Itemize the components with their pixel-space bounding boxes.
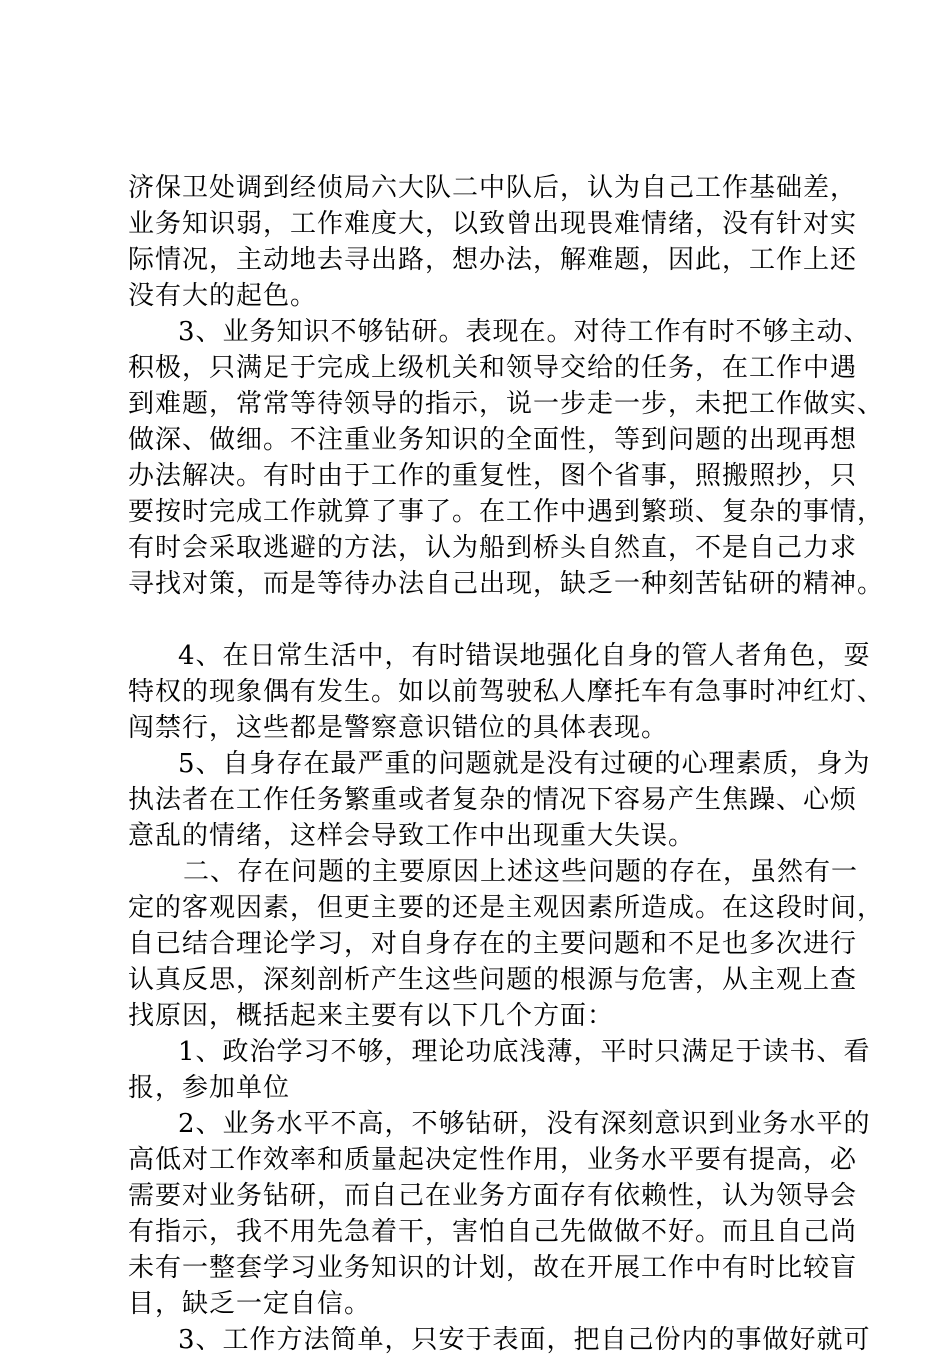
text-line: 找原因，概括起来主要有以下几个方面： — [128, 1001, 615, 1031]
text-line: 认真反思，深刻剖析产生这些问题的根源与危害，从主观上查 — [128, 965, 858, 995]
text-line: 有指示，我不用先急着干，害怕自己先做做不好。而且自己尚 — [128, 1217, 858, 1247]
text-line: 3、业务知识不够钻研。表现在。对待工作有时不够主动、 — [178, 317, 871, 347]
text-line: 意乱的情绪，这样会导致工作中出现重大失误。 — [128, 821, 696, 851]
text-line: 做深、做细。不注重业务知识的全面性，等到问题的出现再想 — [128, 425, 858, 455]
text-line: 济保卫处调到经侦局六大队二中队后，认为自己工作基础差， — [128, 173, 858, 203]
text-line: 5、自身存在最严重的问题就是没有过硬的心理素质，身为 — [178, 749, 871, 779]
text-line: 报，参加单位 — [128, 1073, 291, 1103]
text-line: 执法者在工作任务繁重或者复杂的情况下容易产生焦躁、心烦 — [128, 785, 858, 815]
text-line: 有时会采取逃避的方法，认为船到桥头自然直，不是自己力求 — [128, 533, 858, 563]
text-line: 未有一整套学习业务知识的计划，故在开展工作中有时比较盲 — [128, 1253, 858, 1283]
text-line: 特权的现象偶有发生。如以前驾驶私人摩托车有急事时冲红灯、 — [128, 677, 885, 707]
text-line: 积极，只满足于完成上级机关和领导交给的任务，在工作中遇 — [128, 353, 858, 383]
text-line: 际情况，主动地去寻出路，想办法，解难题，因此，工作上还 — [128, 245, 858, 275]
text-line: 没有大的起色。 — [128, 281, 318, 311]
text-line: 二、存在问题的主要原因上述这些问题的存在，虽然有一 — [183, 857, 859, 887]
text-line: 需要对业务钻研，而自己在业务方面存有依赖性，认为领导会 — [128, 1181, 858, 1211]
text-line: 办法解决。有时由于工作的重复性，图个省事，照搬照抄，只 — [128, 461, 858, 491]
text-line: 高低对工作效率和质量起决定性作用，业务水平要有提高，必 — [128, 1145, 858, 1175]
text-line: 目，缺乏一定自信。 — [128, 1289, 372, 1319]
text-line: 2、业务水平不高，不够钻研，没有深刻意识到业务水平的 — [178, 1109, 871, 1139]
text-line: 要按时完成工作就算了事了。在工作中遇到繁琐、复杂的事情， — [128, 497, 885, 527]
text-line: 定的客观因素，但更主要的还是主观因素所造成。在这段时间， — [128, 893, 885, 923]
text-line: 业务知识弱，工作难度大，以致曾出现畏难情绪，没有针对实 — [128, 209, 858, 239]
text-line: 到难题，常常等待领导的指示，说一步走一步，未把工作做实、 — [128, 389, 885, 419]
text-line: 闯禁行，这些都是警察意识错位的具体表现。 — [128, 713, 669, 743]
text-line: 自已结合理论学习，对自身存在的主要问题和不足也多次进行 — [128, 929, 858, 959]
text-line: 寻找对策，而是等待办法自己出现，缺乏一种刻苦钻研的精神。 — [128, 569, 885, 599]
text-line: 1、政治学习不够，理论功底浅薄，平时只满足于读书、看 — [178, 1037, 871, 1067]
text-line: 3、工作方法简单，只安于表面，把自己份内的事做好就可 — [178, 1325, 871, 1355]
text-line: 4、在日常生活中，有时错误地强化自身的管人者角色，耍 — [178, 641, 871, 671]
